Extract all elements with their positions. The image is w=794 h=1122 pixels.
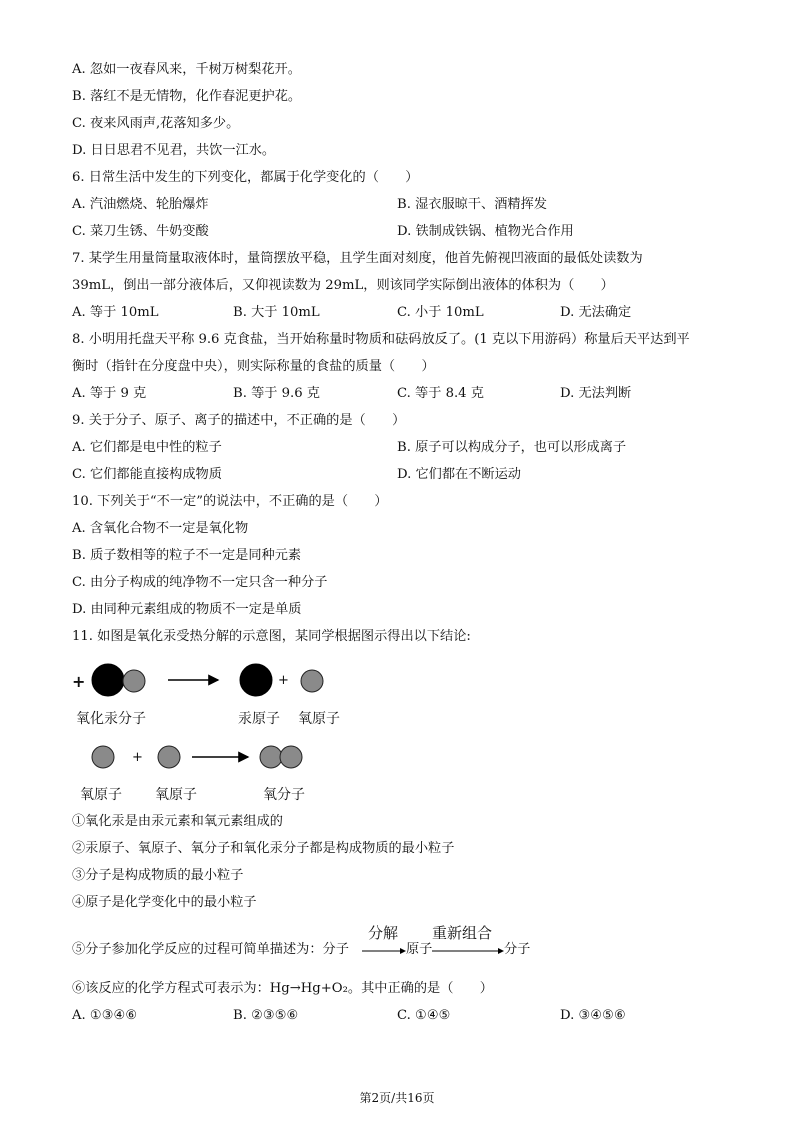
label-oxygen-atom-3: 氧原子 — [155, 787, 197, 803]
q9-option-d: D. 它们都在不断运动 — [397, 467, 521, 482]
q9-option-a: A. 它们都是电中性的粒子 — [72, 440, 222, 455]
q6-option-c: C. 菜刀生锈、牛奶变酸 — [72, 224, 209, 239]
q8-stem-line1: 8. 小明用托盘天平称 9.6 克食盐，当开始称量时物质和砝码放反了。(1 克以下用游码）称量后天平达到平 — [72, 332, 690, 347]
q11-statement-1: ①氧化汞是由汞元素和氧元素组成的 — [72, 814, 283, 829]
q11-statement-6: ⑥该反应的化学方程式可表示为：Hg→Hg+O₂。其中正确的是（ ） — [72, 981, 493, 996]
label-mercuric-oxide-molecule: 氧化汞分子 — [76, 711, 146, 727]
q11-statement-3: ③分子是构成物质的最小粒子 — [72, 868, 244, 883]
q10-option-c: C. 由分子构成的纯净物不一定只含一种分子 — [72, 575, 328, 590]
q8-option-c: C. 等于 8.4 克 — [397, 386, 484, 401]
plus-sign-1: + — [72, 672, 86, 691]
q9-option-b: B. 原子可以构成分子，也可以形成离子 — [397, 440, 627, 455]
q11-stem: 11. 如图是氧化汞受热分解的示意图，某同学根据图示得出以下结论: — [72, 629, 471, 644]
o-atom-left — [92, 746, 114, 768]
q10-option-b: B. 质子数相等的粒子不一定是同种元素 — [72, 548, 302, 563]
q5-option-a: A. 忽如一夜春风来，千树万树梨花开。 — [72, 62, 301, 77]
q7-option-c: C. 小于 10mL — [397, 305, 484, 320]
q10-option-a: A. 含氧化合物不一定是氧化物 — [72, 521, 249, 536]
s5-arrow-2 — [432, 946, 504, 956]
q5-option-b: B. 落红不是无情物，化作春泥更护花。 — [72, 89, 302, 104]
q5-option-c: C. 夜来风雨声,花落知多少。 — [72, 116, 240, 131]
q9-option-c: C. 它们都能直接构成物质 — [72, 467, 222, 482]
o-atom-right — [158, 746, 180, 768]
o-atom — [301, 670, 323, 692]
q7-stem-line2: 39mL，倒出一部分液体后，又仰视读数为 29mL，则该同学实际倒出液体的体积为（ ） — [72, 278, 614, 293]
s5-atom: 原子 — [406, 942, 433, 957]
q8-stem-line2: 衡时（指针在分度盘中央），则实际称量的食盐的质量（ ） — [72, 359, 435, 374]
q7-option-a: A. 等于 10mL — [72, 305, 159, 320]
q8-option-b: B. 等于 9.6 克 — [233, 386, 320, 401]
s5-decompose-label: 分解 — [368, 924, 399, 942]
s5-molecule: 分子 — [504, 942, 531, 957]
hg-atom-in-molecule — [92, 664, 124, 696]
o-atom-in-molecule — [123, 670, 145, 692]
o2-atom-1 — [260, 746, 282, 768]
q11-option-c: C. ①④⑤ — [397, 1008, 451, 1023]
q7-stem-line1: 7. 某学生用量筒量取液体时，量筒摆放平稳，且学生面对刻度，他首先俯视凹液面的最低处读数为 — [72, 251, 643, 266]
plus-sign-2: + — [132, 750, 143, 765]
label-oxygen-atom-2: 氧原子 — [80, 787, 122, 803]
q8-option-d: D. 无法判断 — [560, 386, 632, 401]
q11-statement-5 — [72, 922, 572, 962]
q6-option-d: D. 铁制成铁锅、植物光合作用 — [397, 224, 574, 239]
label-oxygen-atom-1: 氧原子 — [298, 711, 340, 727]
s5-recombine-label: 重新组合 — [432, 924, 493, 942]
q11-statement-4: ④原子是化学变化中的最小粒子 — [72, 895, 257, 910]
mercuric-oxide-decomposition-diagram — [72, 660, 392, 810]
q10-stem: 10. 下列关于“不一定”的说法中，不正确的是（ ） — [72, 494, 388, 509]
q7-option-d: D. 无法确定 — [560, 305, 632, 320]
s5-arrow-1 — [362, 946, 406, 956]
q11-option-a: A. ①③④⑥ — [72, 1008, 138, 1023]
q11-option-d: D. ③④⑤⑥ — [560, 1008, 626, 1023]
q7-option-b: B. 大于 10mL — [233, 305, 320, 320]
q6-option-a: A. 汽油燃烧、轮胎爆炸 — [72, 197, 209, 212]
q8-option-a: A. 等于 9 克 — [72, 386, 147, 401]
s5-prefix: ⑤分子参加化学反应的过程可简单描述为：分子 — [72, 942, 349, 957]
q11-statement-2: ②汞原子、氧原子、氧分子和氧化汞分子都是构成物质的最小粒子 — [72, 841, 455, 856]
q9-stem: 9. 关于分子、原子、离子的描述中，不正确的是（ ） — [72, 413, 406, 428]
label-oxygen-molecule: 氧分子 — [263, 787, 305, 803]
q6-option-b: B. 湿衣服晾干、酒精挥发 — [397, 197, 547, 212]
q6-stem: 6. 日常生活中发生的下列变化，都属于化学变化的（ ） — [72, 170, 419, 185]
q10-option-d: D. 由同种元素组成的物质不一定是单质 — [72, 602, 302, 617]
o2-atom-2 — [280, 746, 302, 768]
hg-atom — [240, 664, 272, 696]
q11-option-b: B. ②③⑤⑥ — [233, 1008, 299, 1023]
q5-option-d: D. 日日思君不见君，共饮一江水。 — [72, 143, 276, 158]
plus-sign-1b: + — [278, 673, 289, 688]
page-footer: 第2页/共16页 — [359, 1091, 435, 1105]
label-mercury-atom: 汞原子 — [238, 711, 280, 727]
